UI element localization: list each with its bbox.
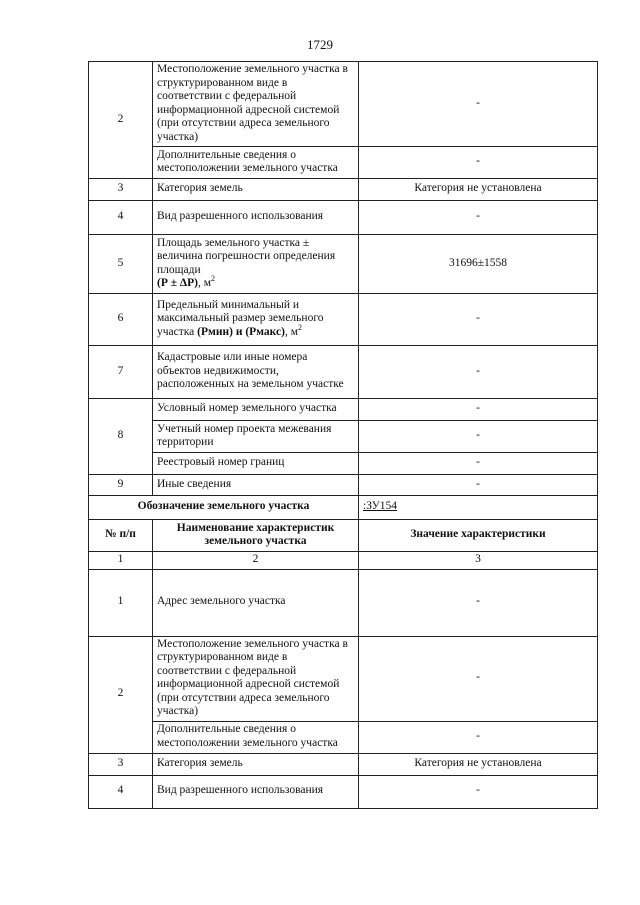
characteristic-value: Категория не установлена (359, 753, 598, 775)
characteristic-value: - (359, 453, 598, 475)
column-index-row (89, 552, 598, 570)
land-plot-table (88, 61, 598, 809)
table-row (89, 721, 598, 753)
header-number: № п/п (89, 520, 153, 552)
label-formula: (Рмин) и (Рмакс) (197, 325, 285, 338)
label-unit: , м (284, 325, 298, 338)
header-value: Значение характеристики (359, 520, 598, 552)
header-characteristic: Наименование характеристик земельного участка (153, 520, 359, 552)
table-row (89, 453, 598, 475)
designation-row (89, 496, 598, 520)
characteristic-label: Иные сведения (153, 475, 359, 496)
characteristic-label: Дополнительные сведения о местоположении земельного участка (153, 147, 359, 179)
label-text: Предельный минимальный и максимальный размер земельного участка (157, 298, 324, 338)
row-number: 6 (89, 294, 153, 346)
row-number: 3 (89, 179, 153, 201)
label-unit-power: 2 (211, 274, 216, 284)
table-row (89, 753, 598, 775)
row-number: 8 (89, 399, 153, 475)
characteristic-value: - (359, 294, 598, 346)
row-number: 1 (89, 569, 153, 636)
designation-value: :ЗУ154 (359, 496, 598, 520)
characteristic-label: Учетный номер проекта межевания территории (153, 421, 359, 453)
characteristic-label: Категория земель (153, 179, 359, 201)
characteristic-label: Условный номер земельного участка (153, 399, 359, 421)
characteristic-value: - (359, 346, 598, 399)
characteristic-label: Вид разрешенного использования (153, 775, 359, 808)
row-number: 4 (89, 201, 153, 235)
row-number: 2 (89, 636, 153, 753)
row-number: 3 (89, 753, 153, 775)
characteristic-label: Местоположение земельного участка в структурированном виде в соответствии с федеральной информационной адресной системой (при отсутствии адреса земельного участка) (153, 636, 359, 721)
characteristic-label: Вид разрешенного использования (153, 201, 359, 235)
page-number: 1729 (307, 37, 333, 52)
characteristic-value: - (359, 636, 598, 721)
header-row (89, 520, 598, 552)
table-row (89, 475, 598, 496)
characteristic-value: - (359, 421, 598, 453)
characteristic-value: - (359, 201, 598, 235)
column-index: 3 (359, 552, 598, 570)
label-unit-power: 2 (297, 322, 302, 332)
row-number: 2 (89, 62, 153, 179)
table-row (89, 775, 598, 808)
table-row (89, 421, 598, 453)
table-row (89, 147, 598, 179)
table-row (89, 62, 598, 147)
label-formula: (Р ± ΔР) (157, 277, 198, 289)
characteristic-label: Кадастровые или иные номера объектов недвижимости, расположенных на земельном участке (153, 346, 359, 399)
characteristic-label (153, 294, 359, 346)
label-unit: , м (197, 277, 212, 289)
characteristic-value: Категория не установлена (359, 179, 598, 201)
column-index: 1 (89, 552, 153, 570)
table-row (89, 179, 598, 201)
row-number: 9 (89, 475, 153, 496)
row-number: 7 (89, 346, 153, 399)
characteristic-value: - (359, 721, 598, 753)
characteristic-value: - (359, 399, 598, 421)
column-index: 2 (153, 552, 359, 570)
characteristic-label (153, 235, 359, 294)
characteristic-label: Дополнительные сведения о местоположении земельного участка (153, 721, 359, 753)
table-row (89, 636, 598, 721)
characteristic-label: Категория земель (153, 753, 359, 775)
table-row (89, 201, 598, 235)
row-number: 4 (89, 775, 153, 808)
characteristic-value: - (359, 62, 598, 147)
characteristic-value: 31696±1558 (359, 235, 598, 294)
characteristic-label: Местоположение земельного участка в структурированном виде в соответствии с федеральной информационной адресной системой (при отсутствии адреса земельного участка) (153, 62, 359, 147)
label-text: Площадь земельного участка ± величина погрешности определения площади (157, 236, 336, 276)
table-row (89, 569, 598, 636)
table-row (89, 294, 598, 346)
row-number: 5 (89, 235, 153, 294)
characteristic-label: Адрес земельного участка (153, 569, 359, 636)
designation-label: Обозначение земельного участка (89, 496, 359, 520)
table-row (89, 346, 598, 399)
characteristic-value: - (359, 775, 598, 808)
characteristic-value: - (359, 569, 598, 636)
characteristic-value: - (359, 475, 598, 496)
table-row (89, 399, 598, 421)
characteristic-value: - (359, 147, 598, 179)
characteristic-label: Реестровый номер границ (153, 453, 359, 475)
table-row (89, 235, 598, 294)
